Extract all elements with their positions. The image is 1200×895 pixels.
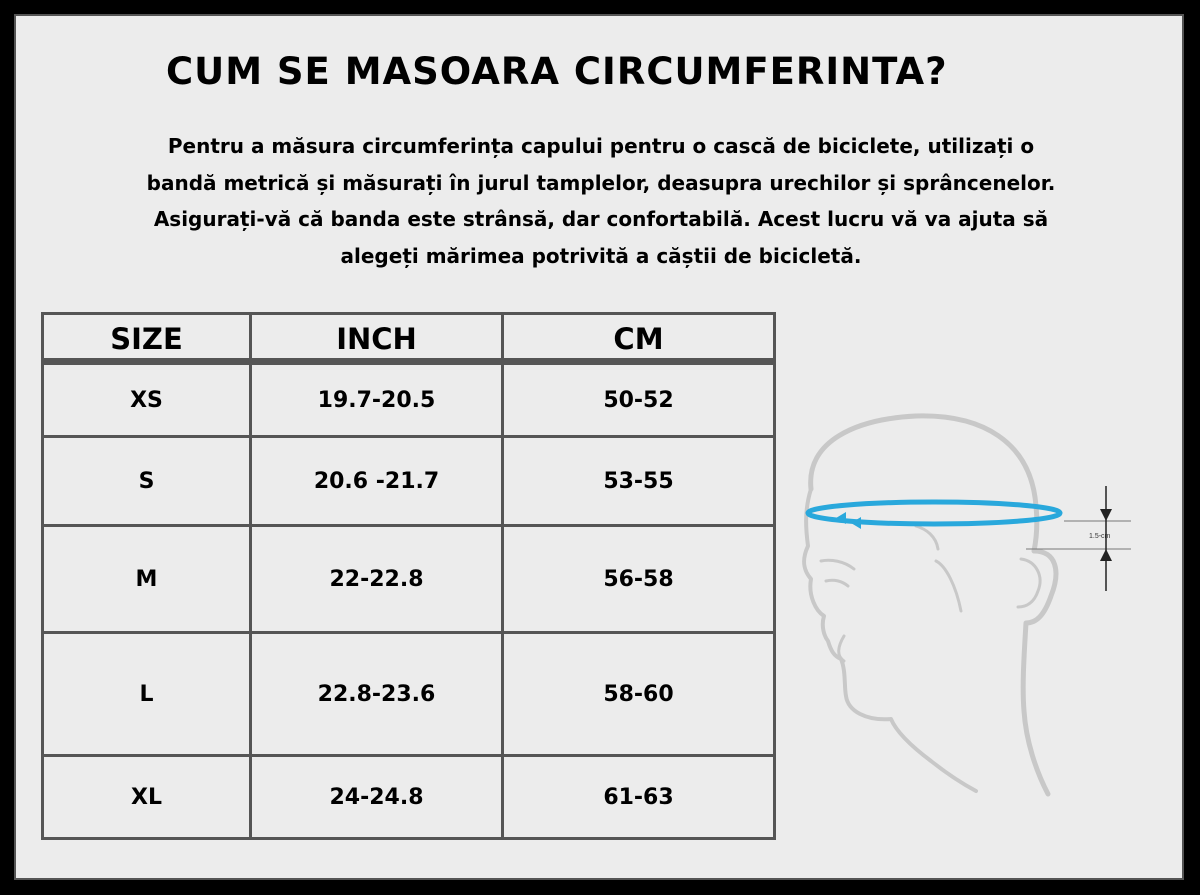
size-cell: L	[43, 633, 251, 756]
table-row	[43, 526, 775, 633]
table-row	[43, 437, 775, 526]
inch-cell: 20.6 -21.7	[251, 437, 503, 526]
inch-column-header: INCH	[251, 314, 503, 362]
table-row	[43, 756, 775, 839]
size-cell: S	[43, 437, 251, 526]
size-cell: M	[43, 526, 251, 633]
inch-cell: 22.8-23.6	[251, 633, 503, 756]
cm-cell: 61-63	[503, 756, 775, 839]
intro-line: bandă metrică și măsurați în jurul tamplelor, deasupra urechilor și sprâncenelor.	[146, 170, 1056, 195]
cm-cell: 56-58	[503, 526, 775, 633]
dimension-label: 1.5-cm	[1089, 533, 1111, 540]
size-cell: XS	[43, 362, 251, 437]
intro-line: Asigurați-vă că banda este strânsă, dar confortabilă. Acest lucru vă va ajuta să	[153, 207, 1049, 231]
intro-line: Pentru a măsura circumferința capului pentru o cască de biciclete, utilizați o	[167, 134, 1035, 158]
head-outline	[804, 416, 1056, 794]
size-guide-panel	[14, 14, 1184, 880]
intro-text	[61, 128, 1141, 274]
inch-cell: 24-24.8	[251, 756, 503, 839]
inch-cell: 22-22.8	[251, 526, 503, 633]
page-title: CUM SE MASOARA CIRCUMFERINTA?	[166, 50, 948, 93]
table-row	[43, 362, 775, 437]
cm-cell: 53-55	[503, 437, 775, 526]
size-cell: XL	[43, 756, 251, 839]
head-measurement-illustration	[786, 411, 1166, 806]
intro-line: alegeți mărimea potrivită a căștii de bicicletă.	[340, 243, 862, 268]
dimension-marker	[1026, 486, 1131, 591]
table-row	[43, 633, 775, 756]
cm-column-header: CM	[503, 314, 775, 362]
table-header-row	[43, 314, 775, 362]
inch-cell: 19.7-20.5	[251, 362, 503, 437]
cm-cell: 58-60	[503, 633, 775, 756]
size-column-header: SIZE	[43, 314, 251, 362]
cm-cell: 50-52	[503, 362, 775, 437]
size-table	[41, 312, 776, 840]
